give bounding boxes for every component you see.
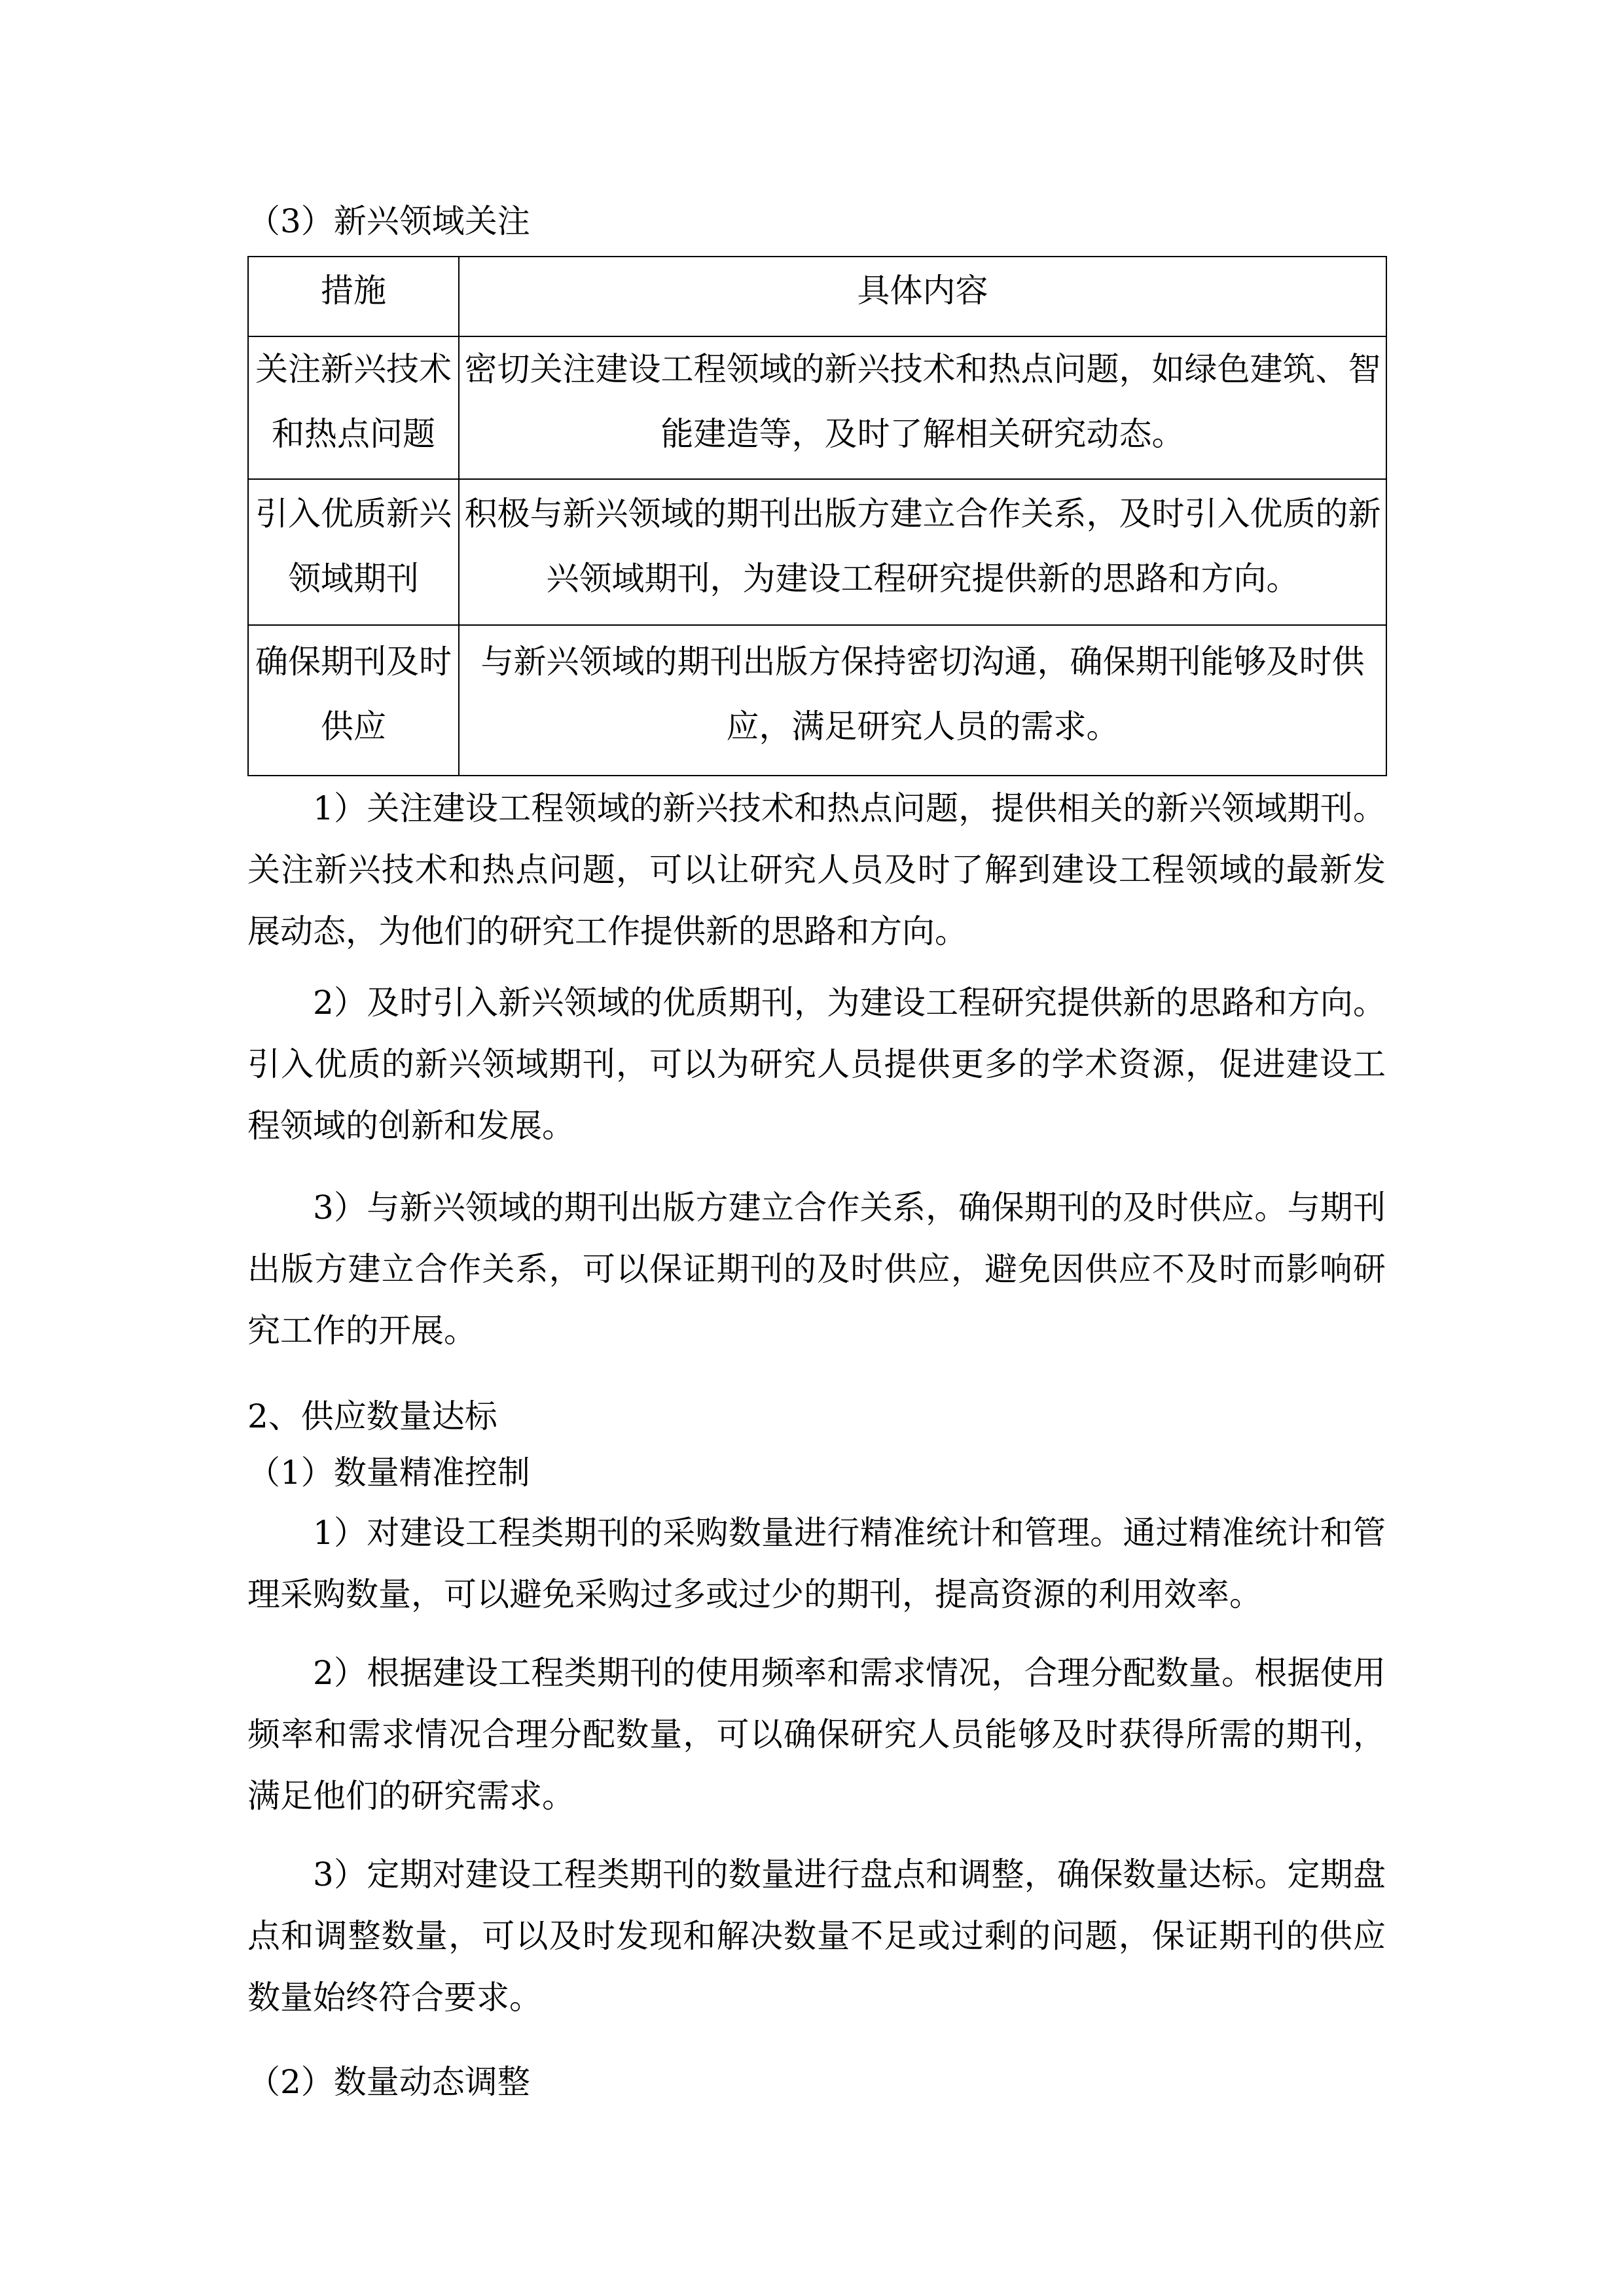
measure-cell — [248, 479, 459, 625]
subsection-heading: （1）数量精准控制 — [247, 1454, 530, 1492]
paragraph — [247, 972, 1386, 1157]
paragraph — [247, 1642, 1386, 1827]
content-line: 应，满足研究人员的需求。 — [726, 708, 1119, 745]
content-line: 积极与新兴领域的期刊出版方建立合作关系，及时引入优质的新 — [464, 494, 1381, 533]
paragraph-line: 2）及时引入新兴领域的优质期刊，为建设工程研究提供新的思路和方向。 — [313, 984, 1386, 1022]
paragraph-line: 程领域的创新和发展。 — [247, 1107, 575, 1145]
paragraph — [247, 1502, 1386, 1625]
content-cell — [459, 625, 1386, 776]
table-row — [248, 479, 1386, 625]
paragraph-line: 展动态，为他们的研究工作提供新的思路和方向。 — [247, 912, 967, 950]
content-line: 密切关注建设工程领域的新兴技术和热点问题，如绿色建筑、智 — [464, 350, 1381, 388]
content-line: 兴领域期刊，为建设工程研究提供新的思路和方向。 — [546, 559, 1299, 598]
paragraph-line: 频率和需求情况合理分配数量，可以确保研究人员能够及时获得所需的期刊， — [247, 1715, 1386, 1753]
measure-line: 供应 — [321, 708, 386, 745]
paragraph — [247, 1177, 1386, 1361]
table-row — [248, 336, 1386, 479]
paragraph-line: 引入优质的新兴领域期刊，可以为研究人员提供更多的学术资源，促进建设工 — [247, 1045, 1386, 1083]
measures-table — [247, 256, 1387, 776]
header-measure: 措施 — [248, 257, 459, 336]
measure-cell — [248, 336, 459, 479]
paragraph-line: 1）关注建设工程领域的新兴技术和热点问题，提供相关的新兴领域期刊。 — [313, 789, 1386, 827]
content-line: 能建造等，及时了解相关研究动态。 — [660, 415, 1185, 453]
content-line: 与新兴领域的期刊出版方保持密切沟通，确保期刊能够及时供 — [480, 643, 1365, 681]
paragraph-line: 理采购数量，可以避免采购过多或过少的期刊，提高资源的利用效率。 — [247, 1575, 1262, 1613]
paragraph-line: 究工作的开展。 — [247, 1312, 477, 1350]
measure-line: 引入优质新兴 — [255, 494, 452, 533]
measure-cell — [248, 625, 459, 776]
section-heading: 2、供应数量达标 — [247, 1397, 497, 1435]
table-header-row — [248, 257, 1386, 336]
paragraph-line: 3）与新兴领域的期刊出版方建立合作关系，确保期刊的及时供应。与期刊 — [313, 1189, 1386, 1227]
content-cell — [459, 336, 1386, 479]
section-title: （3）新兴领域关注 — [247, 202, 530, 240]
paragraph-line: 关注新兴技术和热点问题，可以让研究人员及时了解到建设工程领域的最新发 — [247, 851, 1386, 889]
paragraph-line: 点和调整数量，可以及时发现和解决数量不足或过剩的问题，保证期刊的供应 — [247, 1917, 1386, 1955]
measure-line: 确保期刊及时 — [255, 643, 452, 681]
paragraph-line: 1）对建设工程类期刊的采购数量进行精准统计和管理。通过精准统计和管 — [313, 1514, 1386, 1552]
content-cell — [459, 479, 1386, 625]
measure-line: 和热点问题 — [272, 415, 435, 453]
measure-line: 关注新兴技术 — [255, 350, 452, 388]
paragraph-line: 出版方建立合作关系，可以保证期刊的及时供应，避免因供应不及时而影响研 — [247, 1250, 1386, 1288]
paragraph — [247, 778, 1386, 962]
paragraph-line: 满足他们的研究需求。 — [247, 1777, 575, 1815]
paragraph — [247, 1844, 1386, 2028]
table-row — [248, 625, 1386, 776]
measure-line: 领域期刊 — [288, 559, 419, 598]
header-content: 具体内容 — [459, 257, 1386, 336]
paragraph-line: 3）定期对建设工程类期刊的数量进行盘点和调整，确保数量达标。定期盘 — [313, 1856, 1386, 1893]
paragraph-line: 2）根据建设工程类期刊的使用频率和需求情况，合理分配数量。根据使用 — [313, 1654, 1386, 1692]
paragraph-line: 数量始终符合要求。 — [247, 1979, 542, 2017]
subsection-heading: （2）数量动态调整 — [247, 2063, 530, 2101]
